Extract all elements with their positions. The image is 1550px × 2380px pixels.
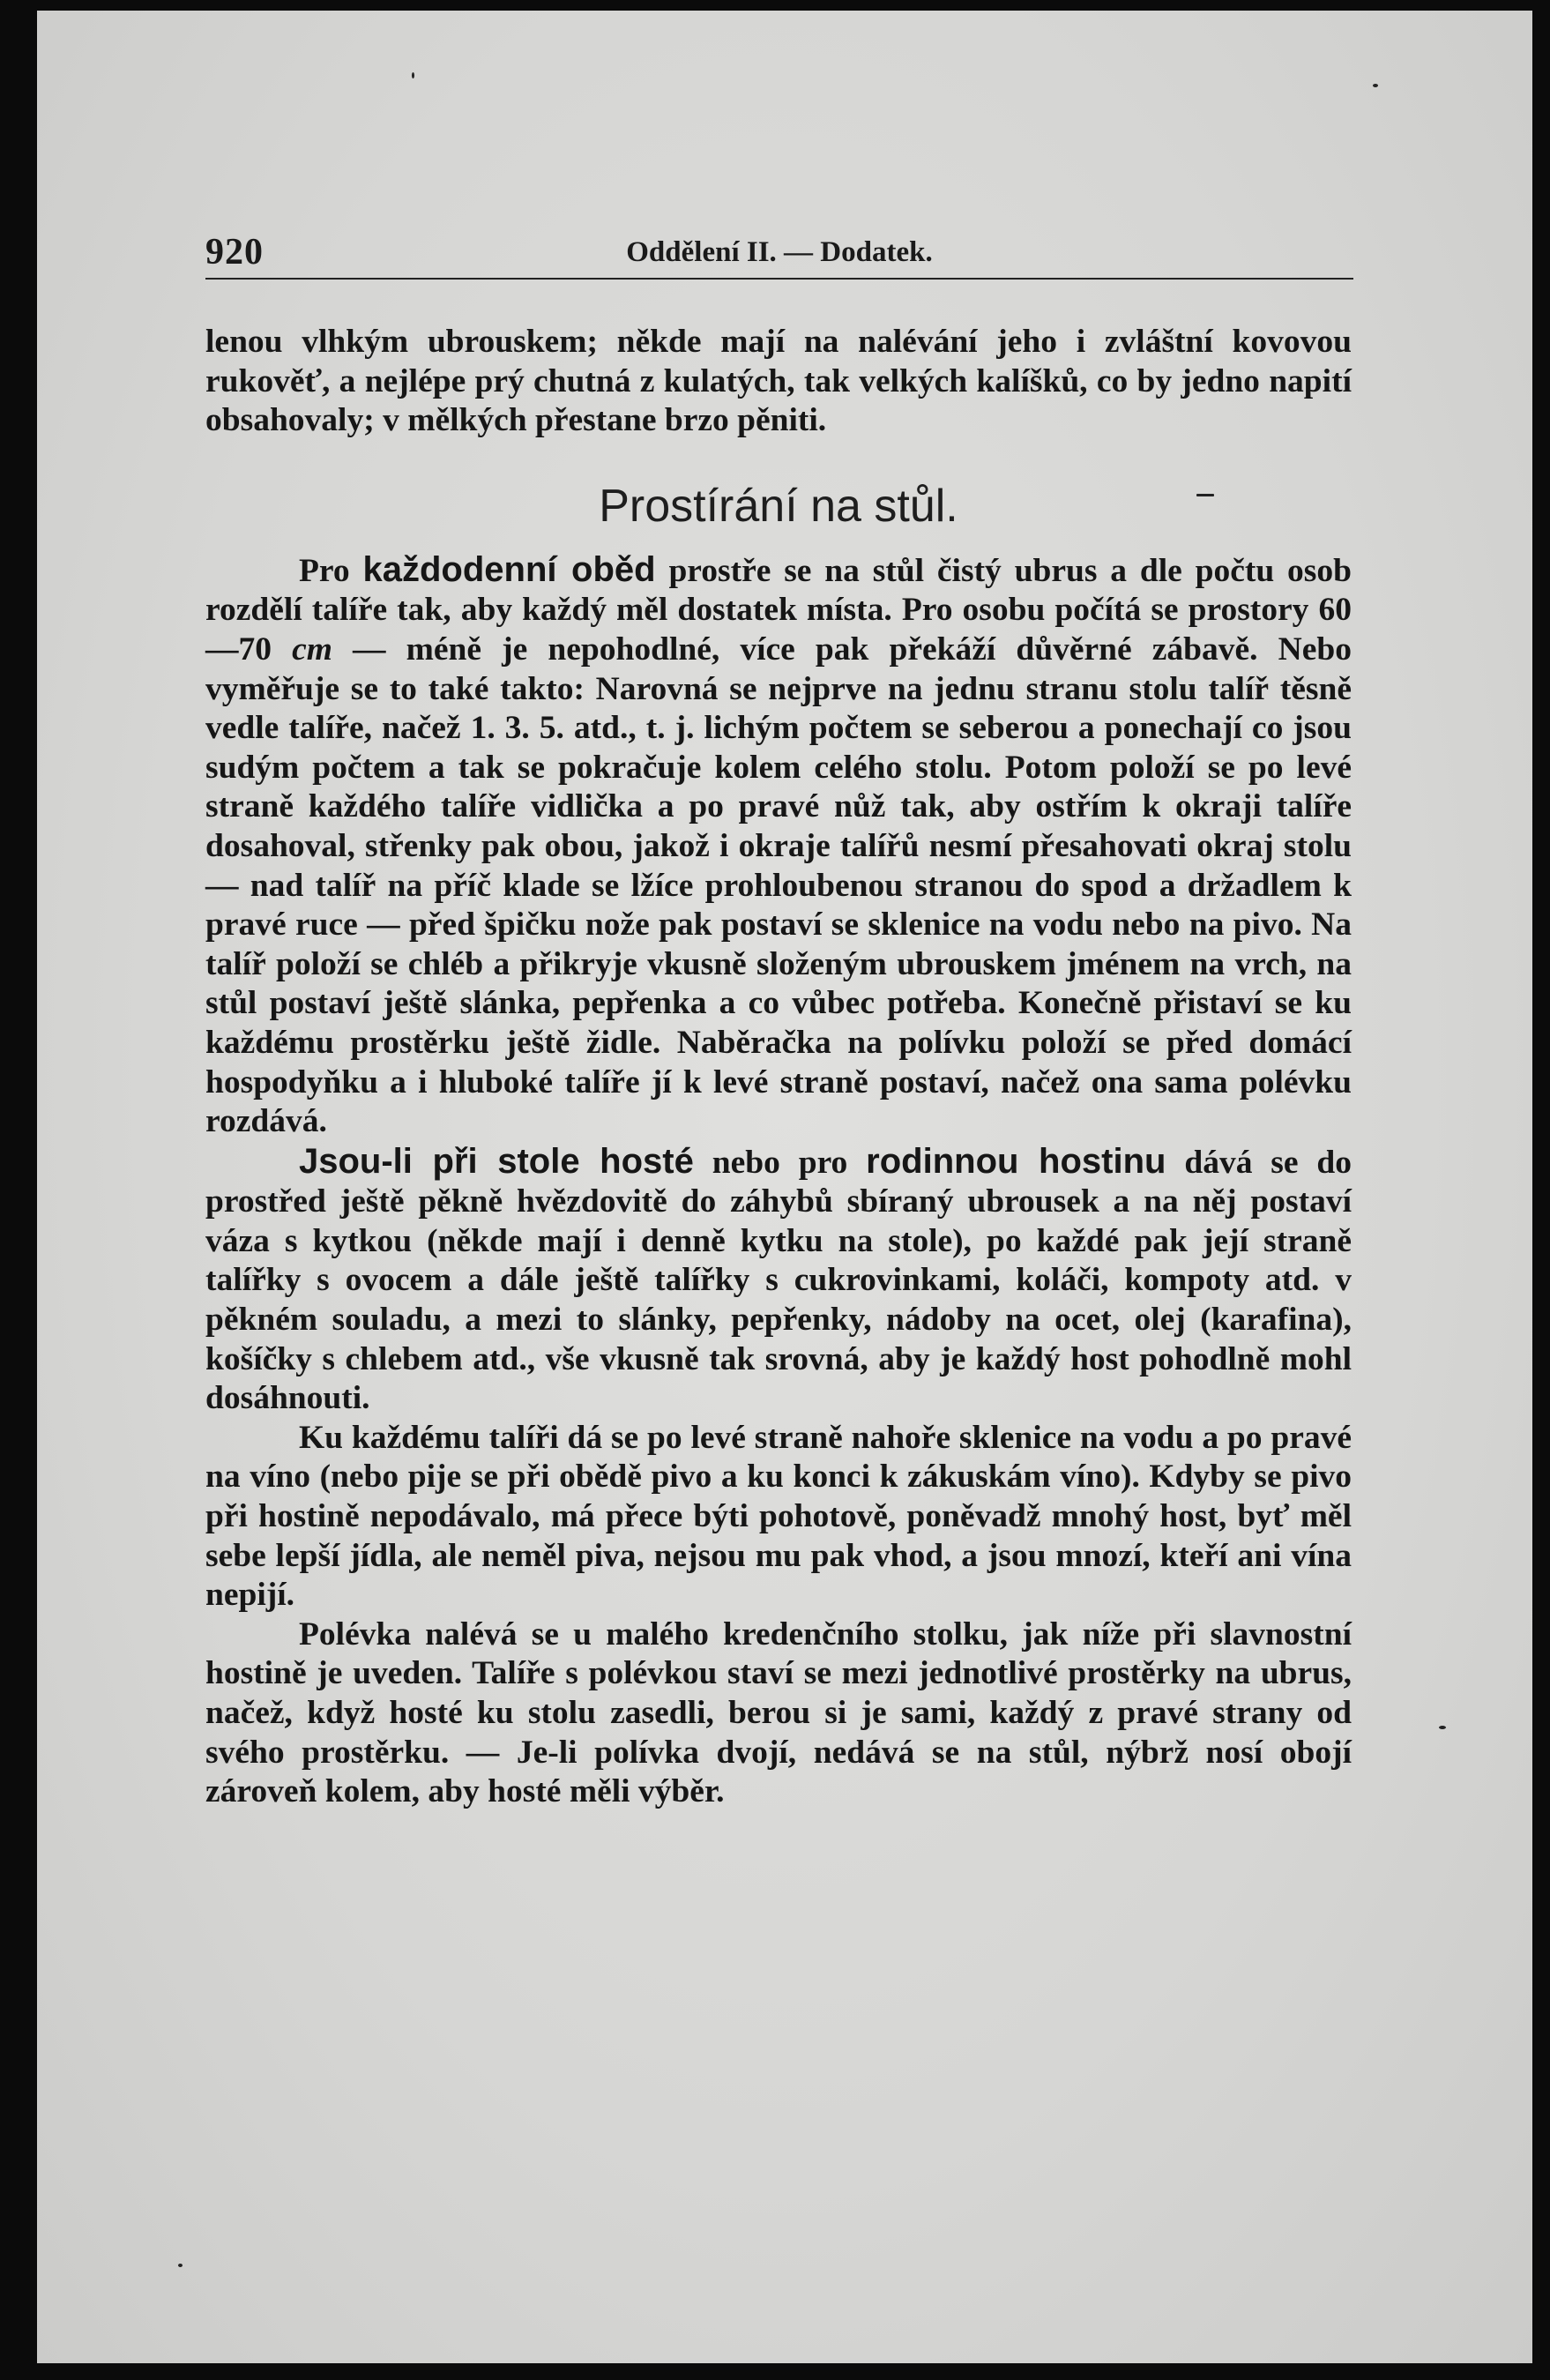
header-rule — [205, 278, 1353, 280]
emphasis-guests: Jsou-li při stole hosté — [299, 1141, 694, 1181]
page-header — [205, 228, 1353, 273]
paragraph-text: — méně je nepohodlné, více pak překáží důvěrné zábavě. Nebo vyměřuje se to také takto: Narovná se nejprve na jednu stranu stolu talíř těsně vedle talíře, načež 1. 3. 5. atd., t. j. lichým počtem se seberou a ponechají co jsou sudým počtem a tak se pokračuje kolem celého stolu. Potom položí se po levé straně každého talíře vidlička a po pravé nůž tak, aby ostřím k okraji talíře dosahoval, střenky pak obou, jakož i okraje talířů nesmí přesahovati okraj stolu — nad talíř na příč klade se lžíce prohloubenou stranou do spod a držadlem k pravé ruce — před špičku nože pak postaví se sklenice na vodu nebo na pivo. Na talíř položí se chléb a přikryje vkusně složeným ubrouskem jménem na vrch, na stůl postaví ještě slánka, pepřenka a co vůbec potřeba. Konečně přistaví se ku každému prostěrku ještě židle. Naběračka na polívku položí se před domácí hospodyňku a i hluboké talíře jí k levé straně postaví, načež ona sama polévku rozdává. — [205, 630, 1352, 1140]
intro-paragraph: lenou vlhkým ubrouskem; někde mají na nalévání jeho i zvláštní kovovou rukověť, a nejlépe prý chutná z kulatých, tak velkých kalíšků, co by jedno napití obsahovaly; v mělkých přestane brzo pěniti. — [205, 324, 1352, 439]
emphasis-daily-dinner: každodenní oběd — [362, 549, 656, 589]
paragraph-guests — [205, 1142, 1352, 1419]
unit-cm: cm — [292, 630, 332, 668]
section-title: Prostírání na stůl. — [599, 480, 958, 532]
paragraph-text: prostře se na stůl čistý ubrus a dle počtu osob rozdělí talíře tak, aby každý měl dostatek místa. Pro osobu počítá se prostory 60—70 — [205, 552, 1352, 668]
running-title: Oddělení II. — Dodatek. — [626, 236, 933, 268]
paragraph-daily-dinner — [205, 550, 1352, 1142]
paragraph-text: nebo pro — [693, 1144, 867, 1181]
paragraph-text: Pro — [299, 552, 363, 589]
paragraph-text: dává se do prostřed ještě pěkně hvězdovitě do záhybů sbíraný ubrousek a na něj postaví váza s kytkou (někde mají i denně kytku na stole), po každé pak její straně talířky s ovocem a dále ještě talířky s cukrovinkami, koláči, kompoty atd. v pěkném souladu, a mezi to slánky, pepřenky, nádoby na ocet, olej (karafina), košíčky s chlebem atd., vše vkusně tak srovná, aby je každý host pohodlně mohl dosáhnouti. — [205, 1144, 1353, 1417]
page-body — [205, 323, 1352, 1812]
emphasis-family-feast: rodinnou hostinu — [866, 1141, 1166, 1181]
paragraph-soup: Polévka nalévá se u malého kredenčního stolku, jak níže při slavnostní hostině je uveden. Talíře s polévkou staví se mezi jednotlivé prostěrky na ubrus, načež, když hosté ku stolu zasedli, berou si je sami, každý z pravé strany od svého prostěrku. — Je-li polívka dvojí, nedává se na stůl, nýbrž nosí obojí zároveň kolem, aby hosté měli výběr. — [205, 1615, 1352, 1810]
page-number: 920 — [205, 232, 264, 272]
paragraph-glasses: Ku každému talíři dá se po levé straně nahoře sklenice na vodu a po pravé na víno (nebo pije se při obědě pivo a ku konci k zákuskám víno). Kdyby se pivo při hostině nepodávalo, má přece býti pohotově, poněvadž mnohý host, byť měl sebe lepší jídla, ale neměl piva, nejsou mu pak vhod, a jsou mnozí, kteří ani vína nepijí. — [205, 1419, 1352, 1614]
